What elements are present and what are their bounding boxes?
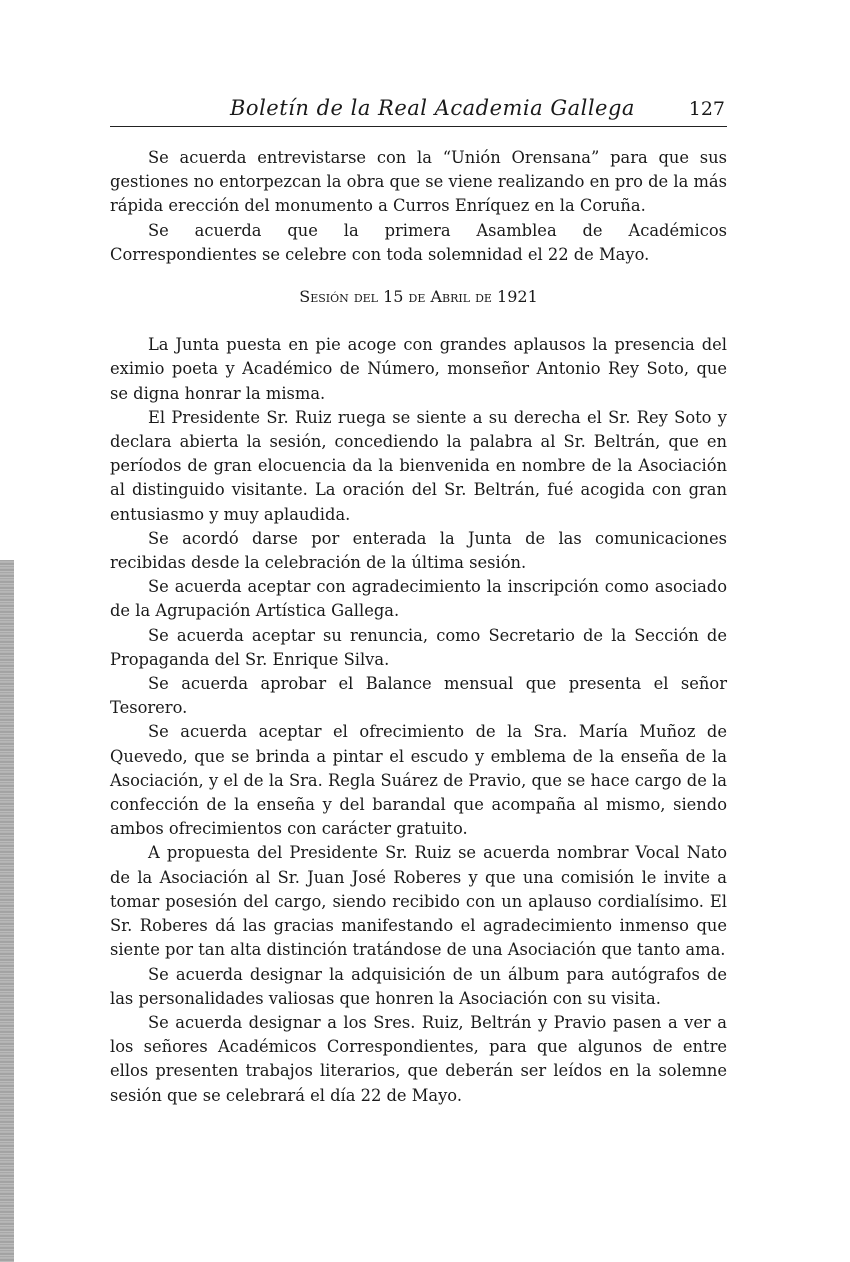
section-heading: Sesión del 15 de Abril de 1921 xyxy=(299,287,538,307)
page-binding-edge xyxy=(0,560,14,1262)
paragraph: Se acuerda entrevistarse con la “Unión Orensana” para que sus gestiones no entorpezcan la obra que se viene realizando en pro de la más rápida erección del monumento a Curros Enríquez en la Coruña. xyxy=(110,148,727,216)
running-header xyxy=(110,96,727,127)
paragraph: Se acuerda que la primera Asamblea de Académicos Correspondientes se celebre con toda solemnidad el 22 de Mayo. xyxy=(110,220,727,264)
paragraph: A propuesta del Presidente Sr. Ruiz se acuerda nombrar Vocal Nato de la Asociación al Sr. Juan José Roberes y que una comisión le invite a tomar posesión del cargo, siendo recibido con un aplauso cordialísimo. El Sr. Roberes dá las gracias manifestando el agradecimiento inmenso que siente por tan alta distinción tratándose de una Asociación que tanto ama. xyxy=(110,843,727,960)
paragraph: Se acuerda aceptar el ofrecimiento de la Sra. María Muñoz de Quevedo, que se brinda a pintar el escudo y emblema de la enseña de la Asociación, y el de la Sra. Regla Suárez de Pravio, que se hace cargo de la confección de la enseña y del barandal que acompaña al mismo, siendo ambos ofrecimientos con carácter gratuito. xyxy=(110,722,727,839)
page-body xyxy=(110,146,727,1108)
paragraph: La Junta puesta en pie acoge con grandes aplausos la presencia del eximio poeta y Académico de Número, monseñor Antonio Rey Soto, que se digna honrar la misma. xyxy=(110,335,727,403)
journal-title: Boletín de la Real Academia Gallega xyxy=(230,96,635,120)
paragraph: Se acuerda aceptar con agradecimiento la inscripción como asociado de la Agrupación Artística Gallega. xyxy=(110,577,727,621)
paragraph: El Presidente Sr. Ruiz ruega se siente a su derecha el Sr. Rey Soto y declara abierta la sesión, concediendo la palabra al Sr. Beltrán, que en períodos de gran elocuencia da la bienvenida en nombre de la Asociación al distinguido visitante. La oración del Sr. Beltrán, fué acogida con gran entusiasmo y muy aplaudida. xyxy=(110,407,727,524)
page-number: 127 xyxy=(688,98,725,120)
paragraph: Se acordó darse por enterada la Junta de las comunicaciones recibidas desde la celebración de la última sesión. xyxy=(110,528,727,573)
paragraph: Se acuerda aceptar su renuncia, como Secretario de la Sección de Propaganda del Sr. Enrique Silva. xyxy=(110,625,727,669)
paragraph: Se acuerda designar a los Sres. Ruiz, Beltrán y Pravio pasen a ver a los señores Académicos Correspondientes, para que algunos de entre ellos presenten trabajos literarios, que deberán ser leídos en la solemne sesión que se celebrará el día 22 de Mayo. xyxy=(110,1012,727,1105)
paragraph: Se acuerda aprobar el Balance mensual que presenta el señor Tesorero. xyxy=(110,674,727,718)
paragraph: Se acuerda designar la adquisición de un álbum para autógrafos de las personalidades valiosas que honren la Asociación con su visita. xyxy=(110,964,727,1008)
